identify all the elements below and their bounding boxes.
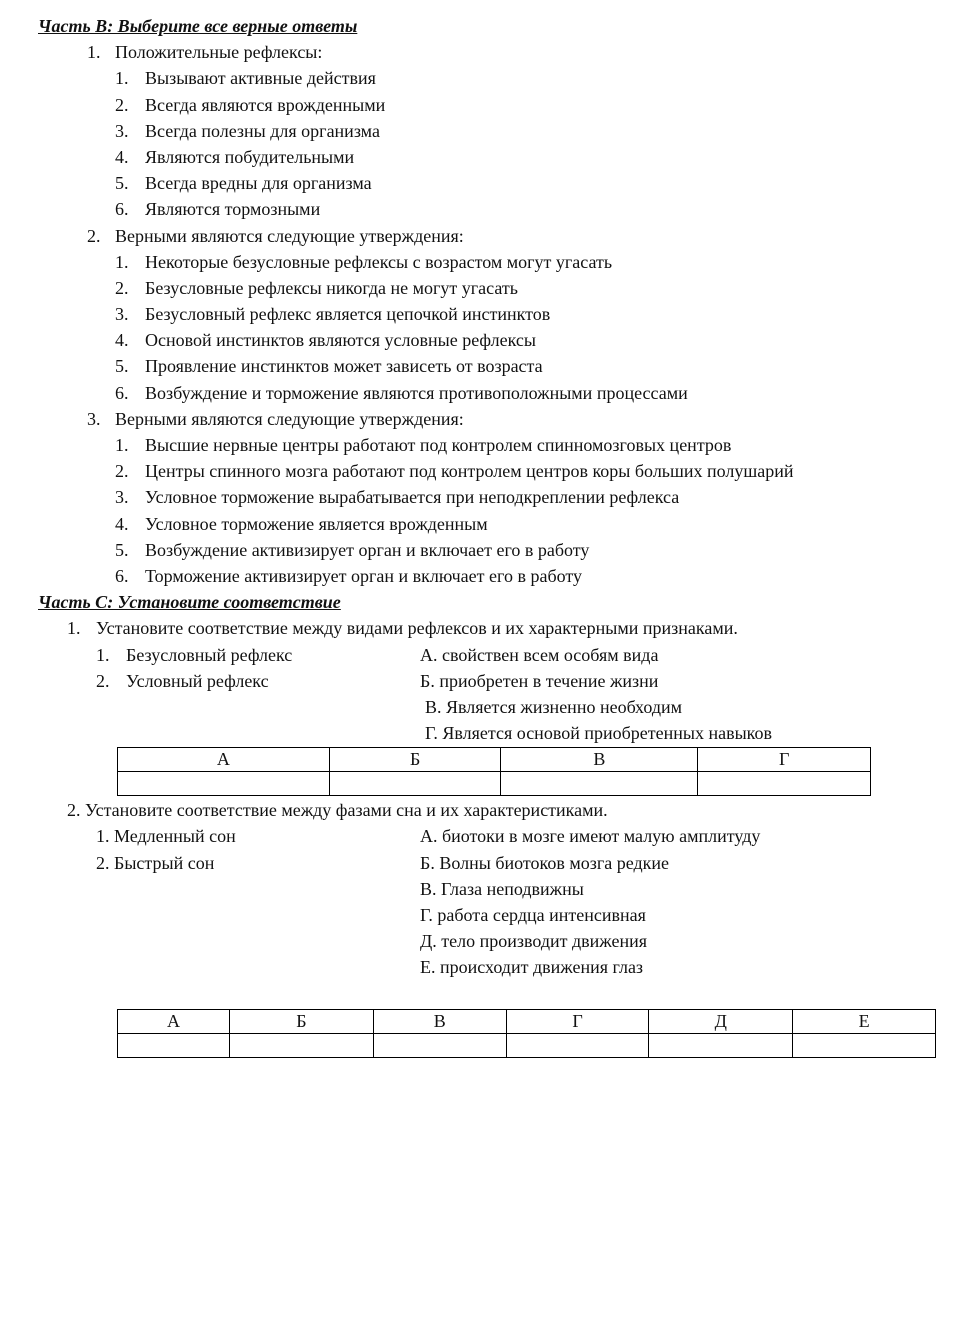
- part-b-title: Часть В: Выберите все верные ответы: [38, 16, 358, 36]
- table-header-cell: А: [118, 748, 330, 772]
- table-header-row: [118, 1009, 936, 1033]
- option-number: 5.: [115, 173, 129, 194]
- matching-row: [0, 928, 972, 954]
- answer-cell[interactable]: [230, 1033, 374, 1057]
- right-item: В. Глаза неподвижны: [420, 878, 584, 899]
- answer-cell[interactable]: [501, 772, 698, 796]
- answer-option: [0, 511, 972, 537]
- answer-option: [0, 537, 972, 563]
- table-header-cell: Б: [329, 748, 501, 772]
- right-item: Е. происходит движения глаз: [420, 957, 644, 978]
- answer-table: [117, 747, 871, 796]
- table-header-cell: Е: [793, 1009, 936, 1033]
- part-c-title: Часть С: Установите соответствие: [38, 592, 341, 613]
- right-item: Б. Волны биотоков мозга редкие: [420, 852, 669, 873]
- option-number: 5.: [115, 539, 129, 560]
- question: [0, 223, 972, 249]
- option-text: Всегда являются врожденными: [145, 94, 386, 115]
- matching-row: [0, 694, 972, 720]
- table-header-row: [118, 748, 871, 772]
- table-header-cell: В: [501, 748, 698, 772]
- question: [0, 797, 972, 823]
- answer-option: [0, 275, 972, 301]
- question-number: 1.: [87, 42, 101, 63]
- option-text: Возбуждение и торможение являются противоположными процессами: [145, 382, 688, 403]
- question: [0, 406, 972, 432]
- question-text: Верными являются следующие утверждения:: [115, 225, 464, 246]
- option-number: 5.: [115, 356, 129, 377]
- matching-row: [0, 668, 972, 694]
- option-number: 1.: [115, 435, 129, 455]
- answer-table: [117, 1009, 936, 1058]
- answer-cell[interactable]: [118, 1033, 230, 1057]
- item-number: 1.: [96, 644, 110, 665]
- table-header-cell: Д: [649, 1009, 793, 1033]
- answer-option: [0, 563, 972, 589]
- matching-row: [0, 642, 972, 668]
- question-number: 2.: [87, 225, 101, 246]
- answer-option: [0, 196, 972, 222]
- question-text: Верными являются следующие утверждения:: [115, 408, 464, 429]
- option-text: Всегда полезны для организма: [145, 120, 380, 141]
- option-number: 1.: [115, 68, 129, 89]
- option-text: Вызывают активные действия: [145, 68, 376, 89]
- answer-cell[interactable]: [329, 772, 501, 796]
- item-number: 2.: [96, 670, 110, 691]
- table-answer-row: [118, 1033, 936, 1057]
- answer-cell[interactable]: [649, 1033, 793, 1057]
- matching-row: [0, 823, 972, 849]
- answer-cell[interactable]: [793, 1033, 936, 1057]
- option-text: Центры спинного мозга работают под контролем центров коры больших полушарий: [145, 461, 794, 482]
- table-header-cell: Г: [506, 1009, 649, 1033]
- left-item: 2. Быстрый сон: [96, 852, 215, 873]
- question-text: Положительные рефлексы:: [115, 42, 323, 63]
- matching-row: [0, 902, 972, 928]
- right-item: А. свойствен всем особям вида: [420, 644, 659, 665]
- option-text: Всегда вредны для организма: [145, 173, 372, 194]
- option-text: Основой инстинктов являются условные рефлексы: [145, 330, 536, 351]
- answer-option: [0, 92, 972, 118]
- answer-option: [0, 249, 972, 275]
- option-text: Условное торможение вырабатывается при неподкреплении рефлекса: [145, 487, 680, 508]
- left-item: Безусловный рефлекс: [126, 644, 293, 665]
- option-text: Возбуждение активизирует орган и включает его в работу: [145, 539, 590, 560]
- right-item: Г. работа сердца интенсивная: [420, 905, 646, 925]
- answer-option: [0, 65, 972, 91]
- option-number: 3.: [115, 487, 129, 508]
- option-number: 6.: [115, 565, 129, 586]
- option-text: Безусловный рефлекс является цепочкой инстинктов: [145, 304, 551, 325]
- right-item: Г. Является основой приобретенных навыков: [425, 723, 773, 744]
- answer-option: [0, 458, 972, 484]
- option-text: Высшие нервные центры работают под контролем спинномозговых центров: [145, 435, 732, 455]
- question: [0, 615, 972, 641]
- right-item: А. биотоки в мозге имеют малую амплитуду: [420, 826, 761, 847]
- option-number: 1.: [115, 251, 129, 272]
- answer-option: [0, 170, 972, 196]
- option-number: 4.: [115, 146, 129, 167]
- table-header-cell: Б: [230, 1009, 374, 1033]
- answer-cell[interactable]: [698, 772, 871, 796]
- right-item: Д. тело производит движения: [420, 931, 648, 952]
- option-text: Проявление инстинктов может зависеть от возраста: [145, 356, 543, 377]
- answer-cell[interactable]: [373, 1033, 506, 1057]
- option-number: 4.: [115, 513, 129, 534]
- option-text: Являются побудительными: [145, 146, 355, 167]
- table-header-cell: В: [373, 1009, 506, 1033]
- answer-option: [0, 301, 972, 327]
- table-header-cell: А: [118, 1009, 230, 1033]
- option-text: Некоторые безусловные рефлексы с возрастом могут угасать: [145, 251, 613, 272]
- answer-option: [0, 380, 972, 406]
- left-item: Условный рефлекс: [126, 670, 269, 691]
- option-number: 6.: [115, 382, 129, 403]
- option-number: 3.: [115, 304, 129, 325]
- question-text: 2. Установите соответствие между фазами сна и их характеристиками.: [67, 800, 608, 821]
- answer-option: [0, 327, 972, 353]
- question-number: 1.: [67, 618, 81, 639]
- answer-option: [0, 353, 972, 379]
- answer-option: [0, 144, 972, 170]
- option-number: 2.: [115, 461, 129, 482]
- matching-row: [0, 876, 972, 902]
- question-text: Установите соответствие между видами рефлексов и их характерными признаками.: [96, 618, 738, 639]
- answer-option: [0, 432, 972, 458]
- option-text: Торможение активизирует орган и включает его в работу: [145, 565, 582, 586]
- matching-row: [0, 850, 972, 876]
- option-number: 2.: [115, 94, 129, 115]
- option-text: Являются тормозными: [145, 199, 321, 220]
- option-number: 3.: [115, 120, 129, 141]
- left-item: 1. Медленный сон: [96, 826, 236, 847]
- question-number: 3.: [87, 408, 101, 429]
- option-number: 6.: [115, 199, 129, 220]
- answer-cell[interactable]: [118, 772, 330, 796]
- matching-row: [0, 720, 972, 746]
- table-header-cell: Г: [698, 748, 871, 772]
- answer-option: [0, 118, 972, 144]
- matching-row: [0, 954, 972, 980]
- option-text: Безусловные рефлексы никогда не могут угасать: [145, 277, 518, 298]
- table-answer-row: [118, 772, 871, 796]
- option-number: 2.: [115, 277, 129, 298]
- option-number: 4.: [115, 330, 129, 351]
- answer-option: [0, 484, 972, 510]
- question: [0, 39, 972, 65]
- right-item: В. Является жизненно необходим: [425, 696, 683, 717]
- right-item: Б. приобретен в течение жизни: [420, 670, 659, 691]
- option-text: Условное торможение является врожденным: [145, 513, 488, 534]
- answer-cell[interactable]: [506, 1033, 649, 1057]
